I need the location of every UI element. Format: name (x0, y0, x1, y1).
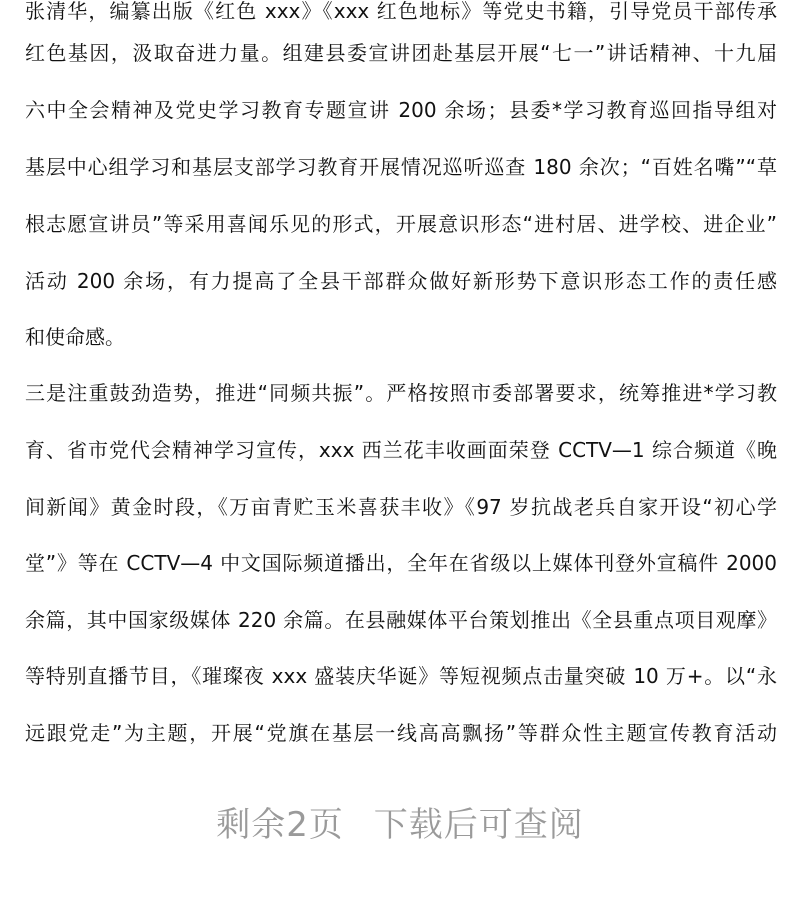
text-line-6: 活动 200 余场，有力提高了全县干部群众做好新形势下意识形态工作的责任感 (25, 269, 777, 293)
remaining-pages-notice[interactable]: 剩余2页 下载后可查阅 (216, 805, 584, 845)
text-line-9: 育、省市党代会精神学习宣传，xxx 西兰花丰收画面荣登 CCTV—1 综合频道《晚 (25, 438, 777, 462)
text-line-11: 堂”》等在 CCTV—4 中文国际频道播出，全年在省级以上媒体刊登外宣稿件 2000 (25, 551, 777, 575)
text-line-2: 红色基因，汲取奋进力量。组建县委宣讲团赴基层开展“七一”讲话精神、十九届 (25, 41, 777, 65)
text-line-13: 等特别直播节目，《璀璨夜 xxx 盛装庆华诞》等短视频点击量突破 10 万+。以“永 (25, 664, 777, 688)
text-line-1: 张清华，编纂出版《红色 xxx》《xxx 红色地标》等党史书籍，引导党员干部传承 (25, 0, 777, 23)
text-line-7: 和使命感。 (25, 325, 125, 349)
text-line-10: 间新闻》黄金时段，《万亩青贮玉米喜获丰收》《97 岁抗战老兵自家开设“初心学 (25, 495, 777, 519)
text-line-14: 远跟党走”为主题，开展“党旗在基层一线高高飘扬”等群众性主题宣传教育活动 (25, 721, 777, 745)
text-line-4: 基层中心组学习和基层支部学习教育开展情况巡听巡查 180 余次；“百姓名嘴”“草 (25, 155, 777, 179)
text-line-5: 根志愿宣讲员”等采用喜闻乐见的形式，开展意识形态“进村居、进学校、进企业” (25, 212, 777, 236)
text-line-8: 三是注重鼓劲造势，推进“同频共振”。严格按照市委部署要求，统筹推进*学习教 (25, 381, 777, 405)
text-line-3: 六中全会精神及党史学习教育专题宣讲 200 余场；县委*学习教育巡回指导组对 (25, 98, 777, 122)
text-line-12: 余篇，其中国家级媒体 220 余篇。在县融媒体平台策划推出《全县重点项目观摩》 (25, 608, 777, 632)
